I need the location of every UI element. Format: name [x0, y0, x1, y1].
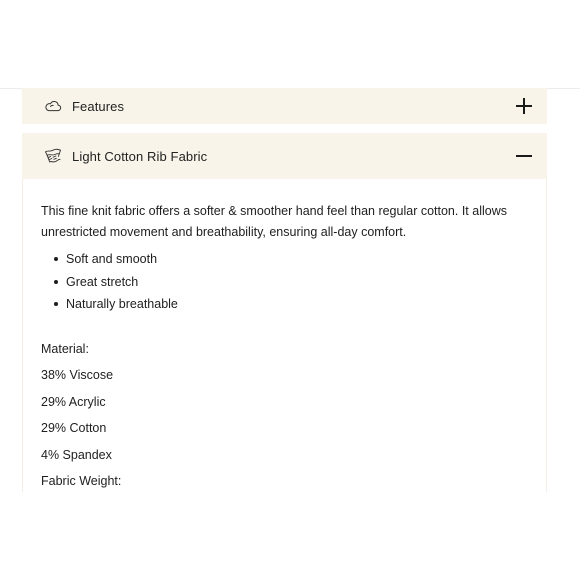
plus-icon[interactable]: [515, 97, 533, 115]
bullet-text: Naturally breathable: [66, 297, 178, 311]
fabric-title: Light Cotton Rib Fabric: [72, 148, 208, 164]
cloud-icon: [42, 95, 64, 117]
bullet-text: Great stretch: [66, 274, 139, 289]
product-accordion: [22, 88, 547, 492]
bullet-text: Soft and smooth: [66, 252, 158, 266]
list-item: [41, 271, 528, 294]
bullet-icon: [54, 280, 58, 284]
material-spandex: 4% Spandex: [41, 447, 112, 462]
fabric-description: This fine knit fabric offers a softer & smoother hand feel than regular cotton. It allows unrestricted movement and breathability, ensuring all-day comfort.: [41, 204, 507, 239]
features-accordion-header[interactable]: [22, 88, 547, 124]
material-label: Material:: [41, 341, 89, 356]
material-acrylic: 29% Acrylic: [41, 394, 106, 409]
fabric-accordion-header[interactable]: [22, 133, 547, 179]
material-cotton: 29% Cotton: [41, 421, 107, 435]
features-title: Features: [72, 98, 125, 114]
bullet-icon: [54, 302, 58, 306]
fabric-stretch-icon: [42, 145, 64, 167]
list-item: [41, 293, 528, 316]
fabric-accordion-panel: [22, 179, 547, 492]
material-viscose: 38% Viscose: [41, 368, 114, 382]
fabric-weight-label: Fabric Weight:: [41, 474, 122, 488]
fabric-benefits-list: [41, 248, 528, 316]
bullet-icon: [54, 257, 58, 261]
list-item: [41, 248, 528, 271]
minus-icon[interactable]: [515, 147, 533, 165]
